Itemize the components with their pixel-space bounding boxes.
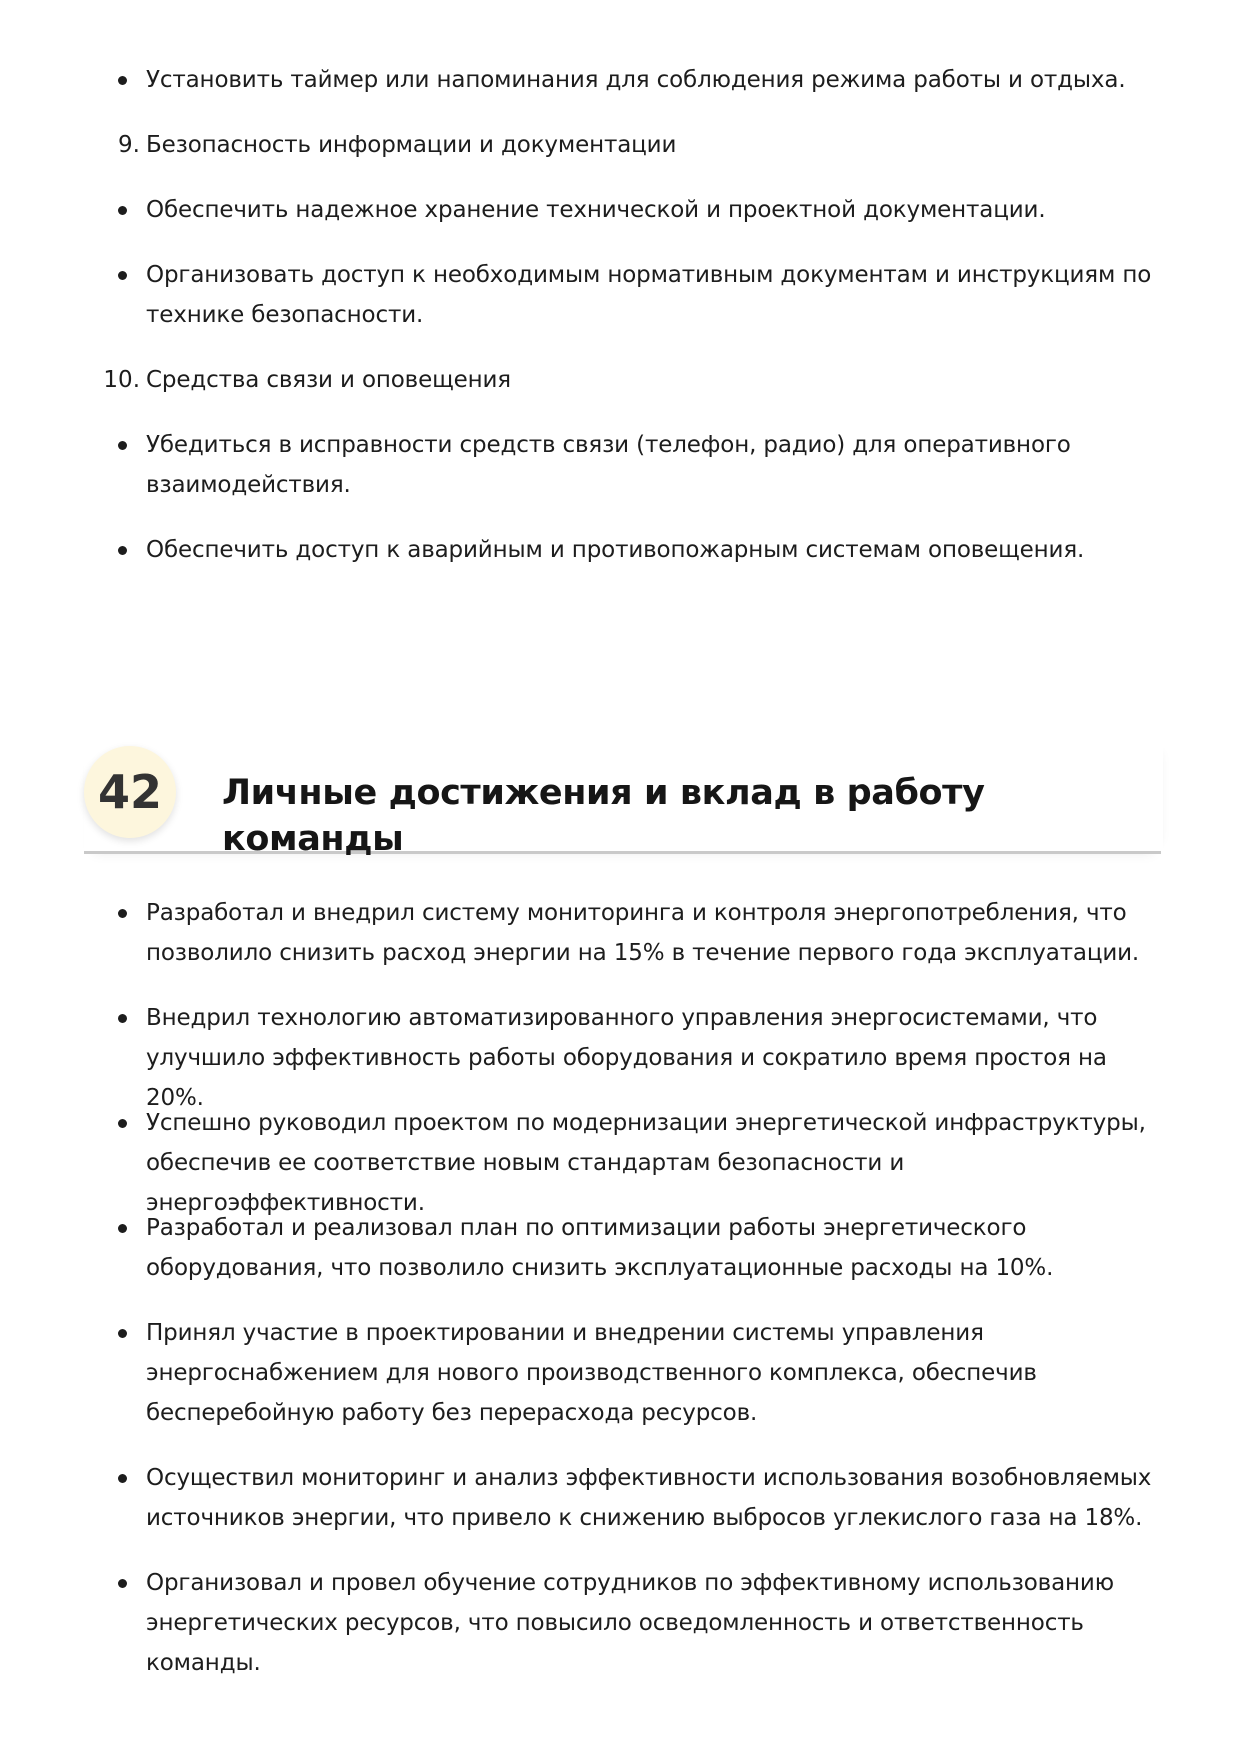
bullet-marker xyxy=(118,909,127,918)
numbered-item xyxy=(146,360,1156,400)
list-item-text: технике безопасности. xyxy=(146,302,424,328)
achievement-text: энергоснабжением для нового производственного комплекса, обеспечив xyxy=(146,1360,1037,1386)
achievement-text: Разработал и реализовал план по оптимизации работы энергетического xyxy=(146,1215,1027,1241)
list-item-text: взаимодействия. xyxy=(146,472,351,498)
achievement-text: энергетических ресурсов, что повысило осведомленность и ответственность команды. xyxy=(146,1610,1084,1676)
bullet-marker xyxy=(118,546,127,555)
numbered-item-text: Безопасность информации и документации xyxy=(146,132,677,158)
achievement-text: оборудования, что позволило снизить эксплуатационные расходы на 10%. xyxy=(146,1255,1054,1281)
list-number: 9. xyxy=(118,132,140,158)
list-item xyxy=(146,255,1156,335)
achievement-item xyxy=(146,998,1156,1118)
achievement-item xyxy=(146,1563,1156,1683)
section-number-badge: 42 xyxy=(84,746,176,838)
bullet-marker xyxy=(118,1119,127,1128)
bullet-marker xyxy=(118,271,127,280)
achievement-text: улучшило эффективность работы оборудования и сократило время простоя на 20%. xyxy=(146,1045,1107,1111)
numbered-item xyxy=(146,125,1156,165)
achievement-item xyxy=(146,1313,1156,1433)
achievement-text: Успешно руководил проектом по модернизации энергетической инфраструктуры, xyxy=(146,1110,1146,1136)
achievement-item xyxy=(146,1103,1156,1223)
list-number: 10. xyxy=(103,367,140,393)
achievement-text: обеспечив ее соответствие новым стандартам безопасности и энергоэффективности. xyxy=(146,1150,905,1216)
list-item xyxy=(146,530,1156,570)
achievement-item xyxy=(146,1208,1156,1288)
achievement-text: Организовал и провел обучение сотрудников по эффективному использованию xyxy=(146,1570,1114,1596)
numbered-item-text: Средства связи и оповещения xyxy=(146,367,511,393)
bullet-marker xyxy=(118,1579,127,1588)
achievement-text: Внедрил технологию автоматизированного управления энергосистемами, что xyxy=(146,1005,1098,1031)
list-item xyxy=(146,190,1156,230)
achievement-item xyxy=(146,1458,1156,1538)
section-title: Личные достижения и вклад в работу команды xyxy=(222,773,985,859)
achievement-text: Разработал и внедрил систему мониторинга и контроля энергопотребления, что xyxy=(146,900,1127,926)
bullet-marker xyxy=(118,1014,127,1023)
list-item-text: Обеспечить доступ к аварийным и противопожарным системам оповещения. xyxy=(146,537,1085,563)
bullet-marker xyxy=(118,1329,127,1338)
bullet-marker xyxy=(118,1474,127,1483)
achievement-text: Принял участие в проектировании и внедрении системы управления xyxy=(146,1320,984,1346)
bullet-marker xyxy=(118,76,127,85)
list-item-text: Организовать доступ к необходимым нормативным документам и инструкциям по xyxy=(146,262,1152,288)
achievement-text: бесперебойную работу без перерасхода ресурсов. xyxy=(146,1400,758,1426)
list-item-text: Обеспечить надежное хранение технической и проектной документации. xyxy=(146,197,1046,223)
bullet-marker xyxy=(118,441,127,450)
achievement-text: источников энергии, что привело к снижению выбросов углекислого газа на 18%. xyxy=(146,1505,1143,1531)
list-item-text: Убедиться в исправности средств связи (телефон, радио) для оперативного xyxy=(146,432,1071,458)
achievement-item xyxy=(146,893,1156,973)
list-item xyxy=(146,60,1156,100)
bullet-marker xyxy=(118,1224,127,1233)
list-item-text: Установить таймер или напоминания для соблюдения режима работы и отдыха. xyxy=(146,67,1126,93)
bullet-marker xyxy=(118,206,127,215)
list-item xyxy=(146,425,1156,505)
achievement-text: Осуществил мониторинг и анализ эффективности использования возобновляемых xyxy=(146,1465,1152,1491)
achievement-text: позволило снизить расход энергии на 15% в течение первого года эксплуатации. xyxy=(146,940,1140,966)
